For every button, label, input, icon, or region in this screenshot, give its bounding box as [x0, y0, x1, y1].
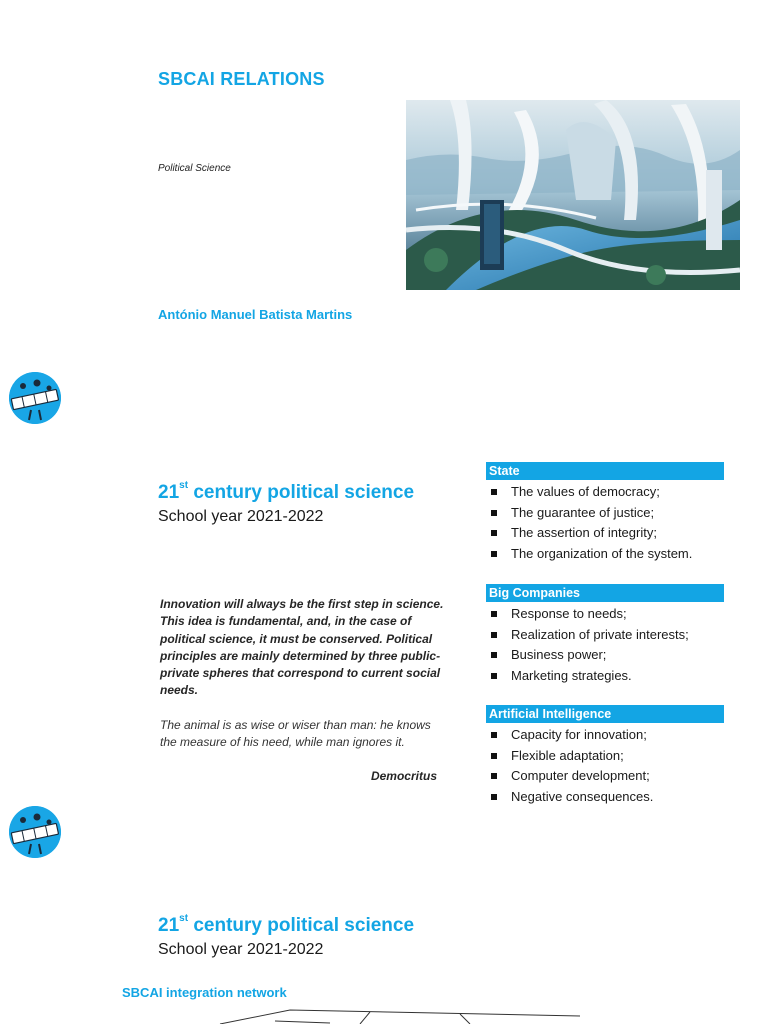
panel-big-companies-list	[486, 602, 724, 688]
heading-number: 21	[158, 915, 180, 936]
sbcai-logo	[9, 372, 61, 424]
list-item: Realization of private interests;	[486, 626, 724, 647]
list-item: The organization of the system.	[486, 545, 724, 566]
quote-text: The animal is as wise or wiser than man: he knows the measure of his need, while man ignores it.	[160, 718, 431, 750]
sbcai-logo	[9, 806, 61, 858]
author-name: António Manuel Batista Martins	[158, 307, 353, 322]
futuristic-city-image	[406, 100, 740, 290]
document-subtitle: Political Science	[158, 163, 231, 174]
heading-superscript: st	[179, 480, 189, 491]
list-item: Computer development;	[486, 767, 724, 788]
list-item: The values of democracy;	[486, 483, 724, 504]
list-item: Marketing strategies.	[486, 667, 724, 688]
heading-superscript: st	[179, 913, 189, 924]
panel-ai-list	[486, 723, 724, 809]
list-item: Response to needs;	[486, 605, 724, 626]
panel-state	[486, 462, 724, 566]
list-item: The guarantee of justice;	[486, 504, 724, 525]
list-item: The assertion of integrity;	[486, 524, 724, 545]
quote-author: Democritus	[370, 769, 437, 783]
page2-school-year: School year 2021-2022	[158, 508, 324, 525]
panel-big-companies	[486, 584, 724, 688]
network-diagram-fragment	[200, 1004, 600, 1024]
list-item: Business power;	[486, 646, 724, 667]
city-illustration	[406, 100, 740, 290]
list-item: Flexible adaptation;	[486, 747, 724, 768]
panel-state-title: State	[486, 462, 724, 480]
list-item: Capacity for innovation;	[486, 726, 724, 747]
panel-state-list	[486, 480, 724, 566]
robot-logo-icon	[9, 372, 61, 424]
panel-ai-title: Artificial Intelligence	[486, 705, 724, 723]
list-item: Negative consequences.	[486, 788, 724, 809]
panel-artificial-intelligence	[486, 705, 724, 809]
heading-number: 21	[158, 482, 180, 503]
heading-text: century political science	[188, 482, 415, 503]
page2-heading	[158, 482, 414, 504]
network-title: SBCAI integration network	[122, 985, 287, 1000]
heading-text: century political science	[188, 915, 415, 936]
panel-big-companies-title: Big Companies	[486, 584, 724, 602]
page3-school-year: School year 2021-2022	[158, 941, 324, 958]
intro-paragraph: Innovation will always be the first step in science. This idea is fundamental, and, in the case of political science, it must be conserved. Political principles are mainly determined by three public-private spheres that correspond to current social needs.	[160, 597, 444, 698]
document-title: SBCAI RELATIONS	[158, 69, 325, 89]
robot-logo-icon	[9, 806, 61, 858]
page3-heading	[158, 915, 414, 937]
